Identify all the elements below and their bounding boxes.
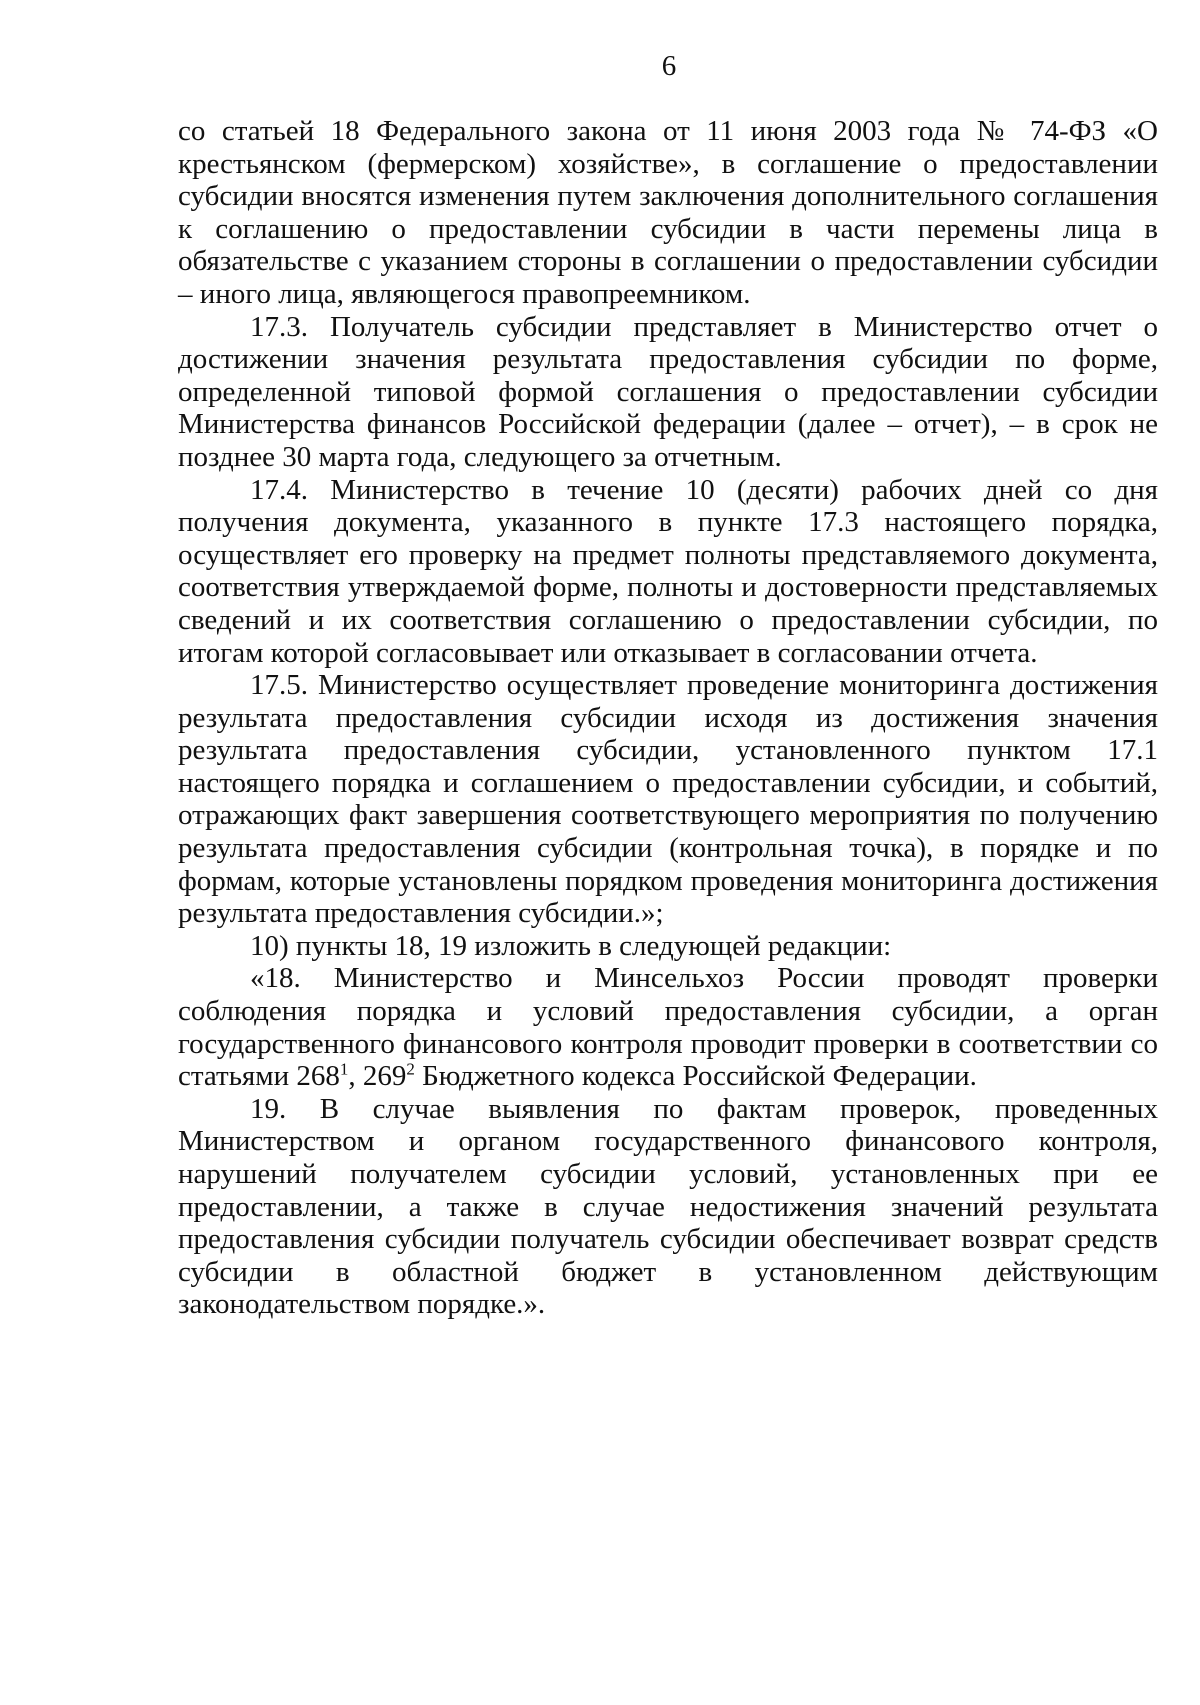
paragraph-18-text-start: «18. Министерство и Минсельхоз России проводят проверки соблюдения порядка и условий предоставления субсидии, а орган государственного финансового контроля проводит проверки в соответствии со статьями 268 [178, 962, 1158, 1093]
page-number: 6 [661, 50, 677, 82]
paragraph-17-5: 17.5. Министерство осуществляет проведение мониторинга достижения результата предоставления субсидии исходя из достижения значения результата предоставления субсидии, установленного пунктом 17.1 настоящего порядка и соглашением о предоставлении субсидии, и событий, отражающих факт завершения соответствующего мероприятия по получению результата предоставления субсидии (контрольная точка), в порядке и по формам, которые установлены порядком проведения мониторинга достижения результата предоставления субсидии.»; [178, 669, 1158, 930]
paragraph-17-3: 17.3. Получатель субсидии представляет в Министерство отчет о достижении значения результата предоставления субсидии по форме, определенной типовой формой соглашения о предоставлении субсидии Министерства финансов Российской федерации (далее – отчет), – в срок не позднее 30 марта года, следующего за отчетным. [178, 310, 1158, 473]
paragraph-19: 19. В случае выявления по фактам проверок, проведенных Министерством и органом государственного финансового контроля, нарушений получателем субсидии условий, установленных при ее предоставлении, а также в случае недостижения значений результата предоставления субсидии получатель субсидии обеспечивает возврат средств субсидии в областной бюджет в установленном действующим законодательством порядке.». [178, 1092, 1158, 1321]
superscript-1: 1 [339, 1059, 349, 1079]
paragraph-18 [178, 962, 1158, 1092]
paragraph-continuation: со статьей 18 Федерального закона от 11 июня 2003 года № 74-ФЗ «О крестьянском (фермерском) хозяйстве», в соглашение о предоставлении субсидии вносятся изменения путем заключения дополнительного соглашения к соглашению о предоставлении субсидии в части перемены лица в обязательстве с указанием стороны в соглашении о предоставлении субсидии – иного лица, являющегося правопреемником. [178, 115, 1158, 310]
document-body [178, 115, 1158, 1321]
paragraph-18-text-end: Бюджетного кодекса Российской Федерации. [414, 1060, 977, 1093]
paragraph-18-separator: , 269 [348, 1060, 407, 1093]
paragraph-17-4: 17.4. Министерство в течение 10 (десяти) рабочих дней со дня получения документа, указанного в пункте 17.3 настоящего порядка, осуществляет его проверку на предмет полноты представляемого документа, соответствия утверждаемой форме, полноты и достоверности представляемых сведений и их соответствия соглашению о предоставлении субсидии, по итогам которой согласовывает или отказывает в согласовании отчета. [178, 473, 1158, 669]
superscript-2: 2 [406, 1059, 415, 1079]
paragraph-item-10: 10) пункты 18, 19 изложить в следующей редакции: [250, 929, 892, 962]
